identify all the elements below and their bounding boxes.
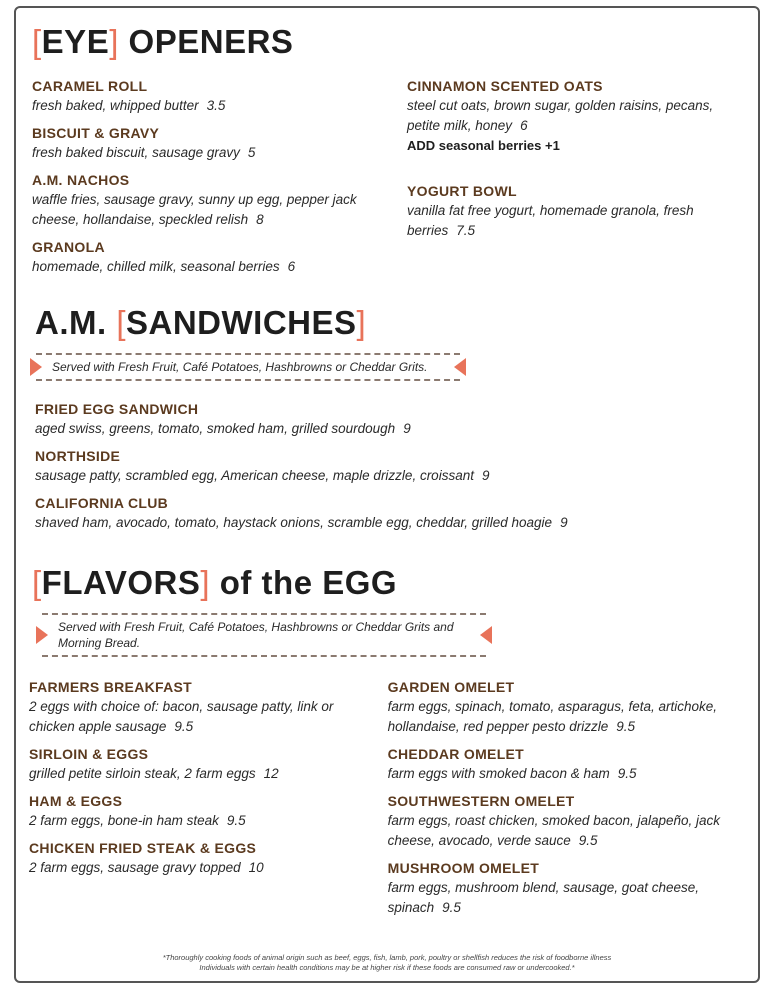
item-price: 9 (481, 468, 490, 483)
item-description: 2 farm eggs, sausage gravy topped 10 (29, 860, 264, 875)
menu-column (29, 677, 370, 918)
bracket: [ (32, 564, 42, 601)
item-description: farm eggs with smoked bacon & ham 9.5 (387, 766, 637, 781)
item-name: YOGURT BOWL (407, 183, 517, 199)
menu-item (407, 76, 742, 174)
bracket: [ (116, 304, 126, 341)
menu-column (32, 76, 389, 277)
item-description: vanilla fat free yogurt, homemade granola, fresh berries 7.5 (407, 203, 694, 238)
menu-item (407, 181, 742, 241)
item-price: 9.5 (226, 813, 246, 828)
menu-item (29, 677, 370, 737)
title-pre: A.M. (35, 304, 117, 341)
item-name: GARDEN OMELET (387, 679, 515, 695)
menu-item (32, 76, 389, 116)
title-word: SANDWICHES (126, 304, 357, 341)
item-description: grilled petite sirloin steak, 2 farm eggs 12 (29, 766, 279, 781)
menu-item (35, 493, 735, 533)
title-rest: OPENERS (118, 23, 294, 60)
item-name: SIRLOIN & EGGS (29, 746, 149, 762)
item-description: fresh baked, whipped butter 3.5 (32, 98, 226, 113)
item-price: 7.5 (456, 223, 476, 238)
item-price: 8 (256, 212, 264, 227)
menu-item (35, 446, 735, 486)
footer-disclaimer (32, 941, 742, 973)
egg-note (42, 613, 486, 657)
disclaimer-line: *Thoroughly cooking foods of animal origin such as beef, eggs, fish, lamb, pork, poultry or shellfish reduces the risk of foodborne illness (162, 953, 612, 962)
menu-column (35, 399, 735, 533)
item-name: SOUTHWESTERN OMELET (387, 793, 575, 809)
arrow-right-icon (36, 626, 48, 644)
item-description: farm eggs, spinach, tomato, asparagus, feta, artichoke, hollandaise, red pepper pesto drizzle 9.5 (387, 699, 718, 734)
item-price: 10 (248, 860, 264, 875)
item-price: 6 (520, 118, 528, 133)
arrow-left-icon (480, 626, 492, 644)
item-name: NORTHSIDE (35, 448, 121, 464)
item-description: shaved ham, avocado, tomato, haystack onions, scramble egg, cheddar, grilled hoagie 9 (35, 515, 568, 530)
item-description: 2 farm eggs, bone-in ham steak 9.5 (29, 813, 246, 828)
item-name: CHICKEN FRIED STEAK & EGGS (29, 840, 257, 856)
item-name: CHEDDAR OMELET (387, 746, 525, 762)
item-name: CINNAMON SCENTED OATS (407, 78, 603, 94)
item-description: aged swiss, greens, tomato, smoked ham, grilled sourdough 9 (35, 421, 411, 436)
section-title-sandwiches (32, 303, 742, 343)
menu-item (35, 399, 735, 439)
section-title-flavors-of-the-egg (32, 563, 742, 603)
sandwich-note (36, 353, 460, 381)
bracket: [ (32, 23, 42, 60)
bracket: ] (109, 23, 119, 60)
menu-item (388, 858, 742, 918)
menu-item (388, 791, 742, 851)
item-price: 9.5 (617, 766, 637, 781)
bracket: ] (200, 564, 211, 601)
menu-item (32, 170, 389, 230)
menu-column (388, 677, 742, 918)
item-description: steel cut oats, brown sugar, golden raisins, pecans, petite milk, honey 6 (407, 98, 714, 133)
item-price: 9 (403, 421, 411, 436)
item-description: waffle fries, sausage gravy, sunny up egg, pepper jack cheese, hollandaise, speckled relish 8 (32, 192, 357, 227)
item-name: CALIFORNIA CLUB (35, 495, 169, 511)
note-text: Served with Fresh Fruit, Café Potatoes, Hashbrowns or Cheddar Grits. (52, 360, 428, 374)
disclaimer-line: Individuals with certain health conditions may be at higher risk if these foods are consumed raw or undercooked.* (199, 963, 575, 972)
eye-openers-items (32, 76, 742, 277)
item-description: farm eggs, roast chicken, smoked bacon, jalapeño, jack cheese, avocado, verde sauce 9.5 (387, 813, 721, 848)
item-description: farm eggs, mushroom blend, sausage, goat cheese, spinach 9.5 (387, 880, 700, 915)
menu-item (29, 838, 370, 878)
arrow-right-icon (30, 358, 42, 376)
menu-border (14, 6, 760, 983)
item-price: 9.5 (174, 719, 194, 734)
title-word: FLAVORS (41, 564, 201, 601)
item-name: FRIED EGG SANDWICH (35, 401, 199, 417)
title-word: EYE (41, 23, 110, 60)
item-description: fresh baked biscuit, sausage gravy 5 (32, 145, 256, 160)
item-price: 6 (287, 259, 296, 274)
menu-item (388, 677, 742, 737)
menu-column (407, 76, 742, 277)
item-name: FARMERS BREAKFAST (29, 679, 192, 695)
menu-item (32, 237, 389, 277)
item-description: sausage patty, scrambled egg, American cheese, maple drizzle, croissant 9 (35, 468, 490, 483)
item-name: CARAMEL ROLL (32, 78, 148, 94)
item-name: BISCUIT & GRAVY (32, 125, 160, 141)
item-price: 9.5 (616, 719, 636, 734)
item-price: 9 (560, 515, 568, 530)
item-price: 9.5 (578, 833, 598, 848)
item-addon: ADD seasonal berries +1 (407, 138, 560, 153)
menu-item (32, 123, 389, 163)
item-name: MUSHROOM OMELET (387, 860, 540, 876)
egg-items (29, 677, 742, 918)
item-price: 5 (247, 145, 256, 160)
bracket: ] (356, 304, 367, 341)
title-rest: of the EGG (210, 564, 398, 601)
item-price: 9.5 (442, 900, 461, 915)
sandwich-items (32, 399, 742, 533)
menu-item (29, 744, 370, 784)
item-description: 2 eggs with choice of: bacon, sausage patty, link or chicken apple sausage 9.5 (29, 699, 334, 734)
item-name: HAM & EGGS (29, 793, 123, 809)
item-price: 12 (263, 766, 279, 781)
item-price: 3.5 (206, 98, 226, 113)
arrow-left-icon (454, 358, 466, 376)
section-title-eye-openers (32, 22, 742, 62)
item-name: GRANOLA (32, 239, 105, 255)
menu-item (29, 791, 370, 831)
item-name: A.M. NACHOS (32, 172, 130, 188)
note-text: Served with Fresh Fruit, Café Potatoes, Hashbrowns or Cheddar Grits and Morning Bread. (58, 620, 454, 650)
item-description: homemade, chilled milk, seasonal berries 6 (32, 259, 296, 274)
menu-item (388, 744, 742, 784)
